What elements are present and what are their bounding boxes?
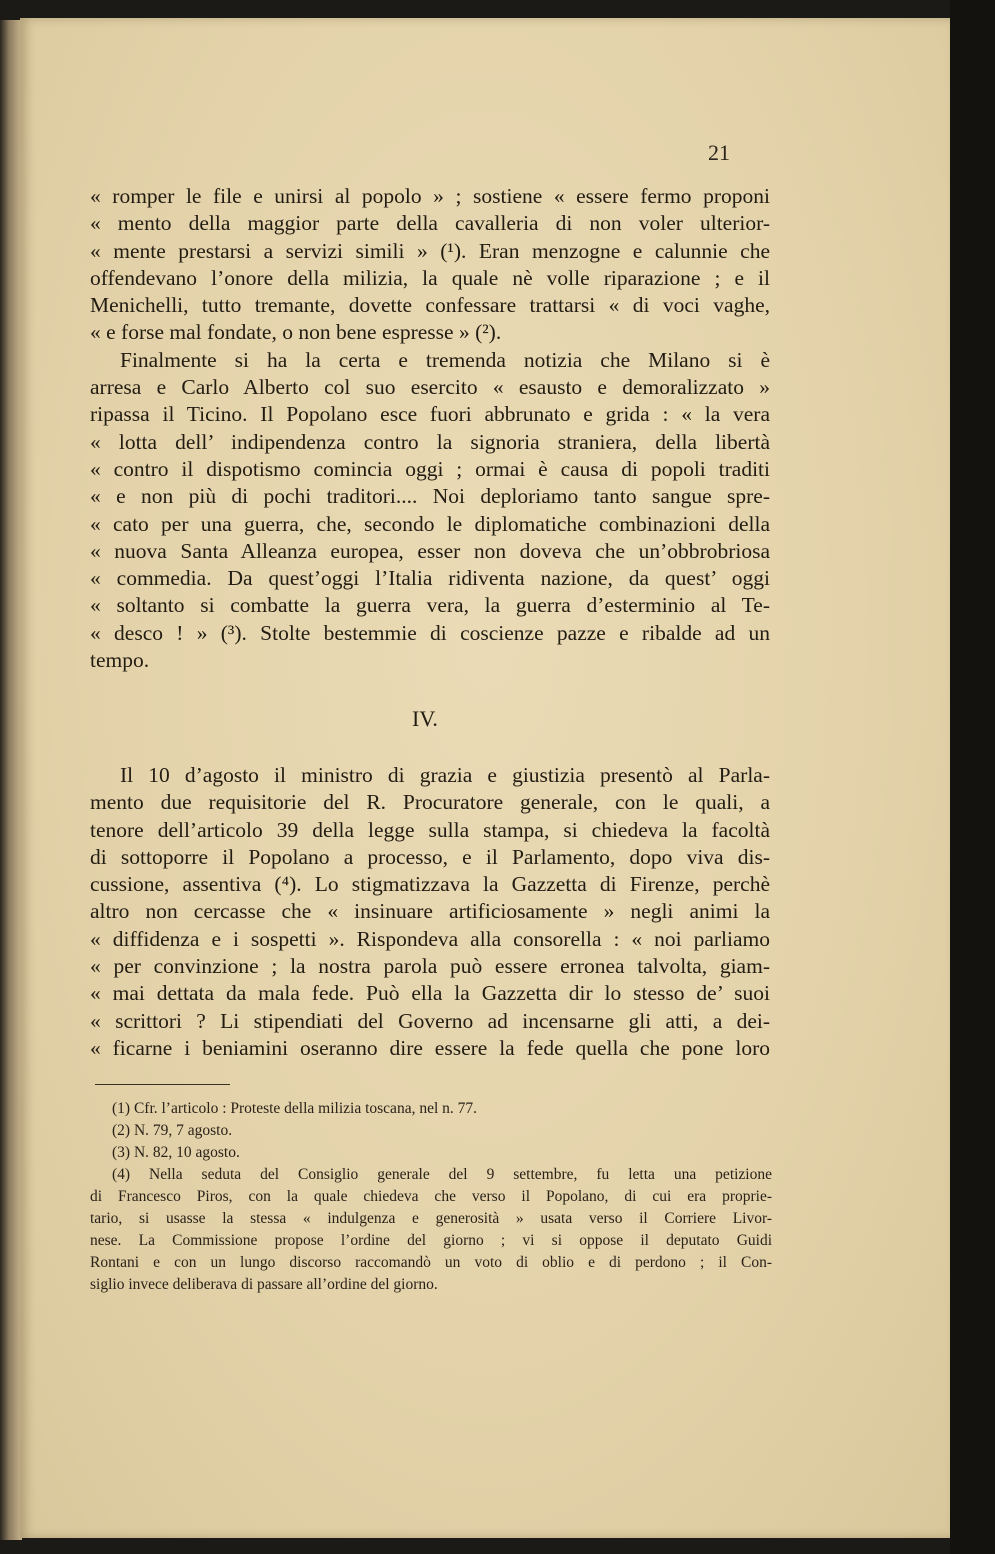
text-line: di sottoporre il Popolano a processo, e il Parlamento, dopo viva dis- <box>90 844 770 869</box>
footnote-line: (1) Cfr. l’articolo : Proteste della milizia toscana, nel n. 77. <box>112 1100 478 1117</box>
text-line: Menichelli, tutto tremante, dovette confessare trattarsi « di voci vaghe, <box>90 293 770 318</box>
text-line: « romper le file e unirsi al popolo » ; sostiene « essere fermo proponi <box>90 184 770 208</box>
text-line: « lotta dell’ indipendenza contro la signoria straniera, della libertà <box>90 429 770 454</box>
text-line: « contro il dispotismo comincia oggi ; ormai è causa di popoli traditi <box>90 456 770 481</box>
text-line: tenore dell’articolo 39 della legge sulla stampa, si chiedeva la facoltà <box>90 817 770 842</box>
footnote-line: (4) Nella seduta del Consiglio generale del 9 settembre, fu letta una petizione <box>112 1166 772 1183</box>
text-line: arresa e Carlo Alberto col suo esercito « esausto e demoralizzato » <box>90 375 770 400</box>
page-number: 21 <box>708 140 730 165</box>
text-line: « scrittori ? Li stipendiati del Governo ad incensarne gli atti, a dei- <box>90 1008 770 1033</box>
text-line: « ficarne i beniamini oseranno dire essere la fede quella che pone loro <box>90 1035 770 1060</box>
footnote-line: (3) N. 82, 10 agosto. <box>112 1144 240 1161</box>
text-line: « mente prestarsi a servizi simili » (¹). Eran menzogne e calunnie che <box>90 238 770 263</box>
text-line: « mento della maggior parte della cavalleria di non voler ulterior- <box>90 211 770 236</box>
background-edge <box>950 0 995 1554</box>
section-heading: IV. <box>412 706 438 731</box>
text-line: « nuova Santa Alleanza europea, esser non doveva che un’obbrobriosa <box>90 538 770 563</box>
footnote-line: Rontani e con un lungo discorso raccomandò un voto di oblio e di perdono ; il Con- <box>90 1254 772 1271</box>
paragraph-1 <box>90 183 770 674</box>
paragraph-3 <box>90 762 770 1062</box>
footnote-line: tario, si usasse la stessa « indulgenza e generosità » usata verso il Corriere Livor- <box>90 1210 772 1227</box>
text-line: « per convinzione ; la nostra parola può essere erronea talvolta, giam- <box>90 954 770 979</box>
text-line: ripassa il Ticino. Il Popolano esce fuori abbrunato e grida : « la vera <box>90 402 770 427</box>
text-line: « cato per una guerra, che, secondo le diplomatiche combinazioni della <box>90 511 770 536</box>
text-line: Finalmente si ha la certa e tremenda notizia che Milano si è <box>120 347 770 372</box>
text-line: cussione, assentiva (⁴). Lo stigmatizzava la Gazzetta di Firenze, perchè <box>90 872 770 897</box>
text-line: Il 10 d’agosto il ministro di grazia e giustizia presentò al Parla- <box>120 763 770 787</box>
footnote-line: siglio invece deliberava di passare all’ordine del giorno. <box>90 1276 438 1293</box>
text-line: mento due requisitorie del R. Procuratore generale, con le quali, a <box>90 790 770 815</box>
text-line: « desco ! » (³). Stolte bestemmie di coscienze pazze e ribalde ad un <box>90 620 770 645</box>
footnotes <box>90 1098 772 1296</box>
footnote-line: (2) N. 79, 7 agosto. <box>112 1122 233 1139</box>
footnote-divider <box>95 1084 230 1085</box>
text-line: « mai dettata da mala fede. Può ella la Gazzetta dir lo stesso de’ suoi <box>90 981 770 1006</box>
text-line: offendevano l’onore della milizia, la quale nè volle riparazione ; e il <box>90 265 770 290</box>
text-line: « commedia. Da quest’oggi l’Italia ridiventa nazione, da quest’ oggi <box>90 566 770 591</box>
text-line: « e forse mal fondate, o non bene espresse » (²). <box>90 320 502 345</box>
text-line: altro non cercasse che « insinuare artificiosamente » negli animi la <box>90 899 770 924</box>
footnote-line: nese. La Commissione propose l’ordine del giorno ; vi si oppose il deputato Guidi <box>90 1232 772 1249</box>
text-line: tempo. <box>90 648 150 673</box>
text-line: « diffidenza e i sospetti ». Rispondeva alla consorella : « noi parliamo <box>90 926 770 951</box>
previous-page-edge <box>0 20 22 1540</box>
text-line: « soltanto si combatte la guerra vera, la guerra d’esterminio al Te- <box>90 593 770 618</box>
text-line: « e non più di pochi traditori.... Noi deploriamo tanto sangue spre- <box>90 484 770 509</box>
footnote-line: di Francesco Piros, con la quale chiedeva che verso il Popolano, di cui era proprie- <box>90 1188 772 1205</box>
